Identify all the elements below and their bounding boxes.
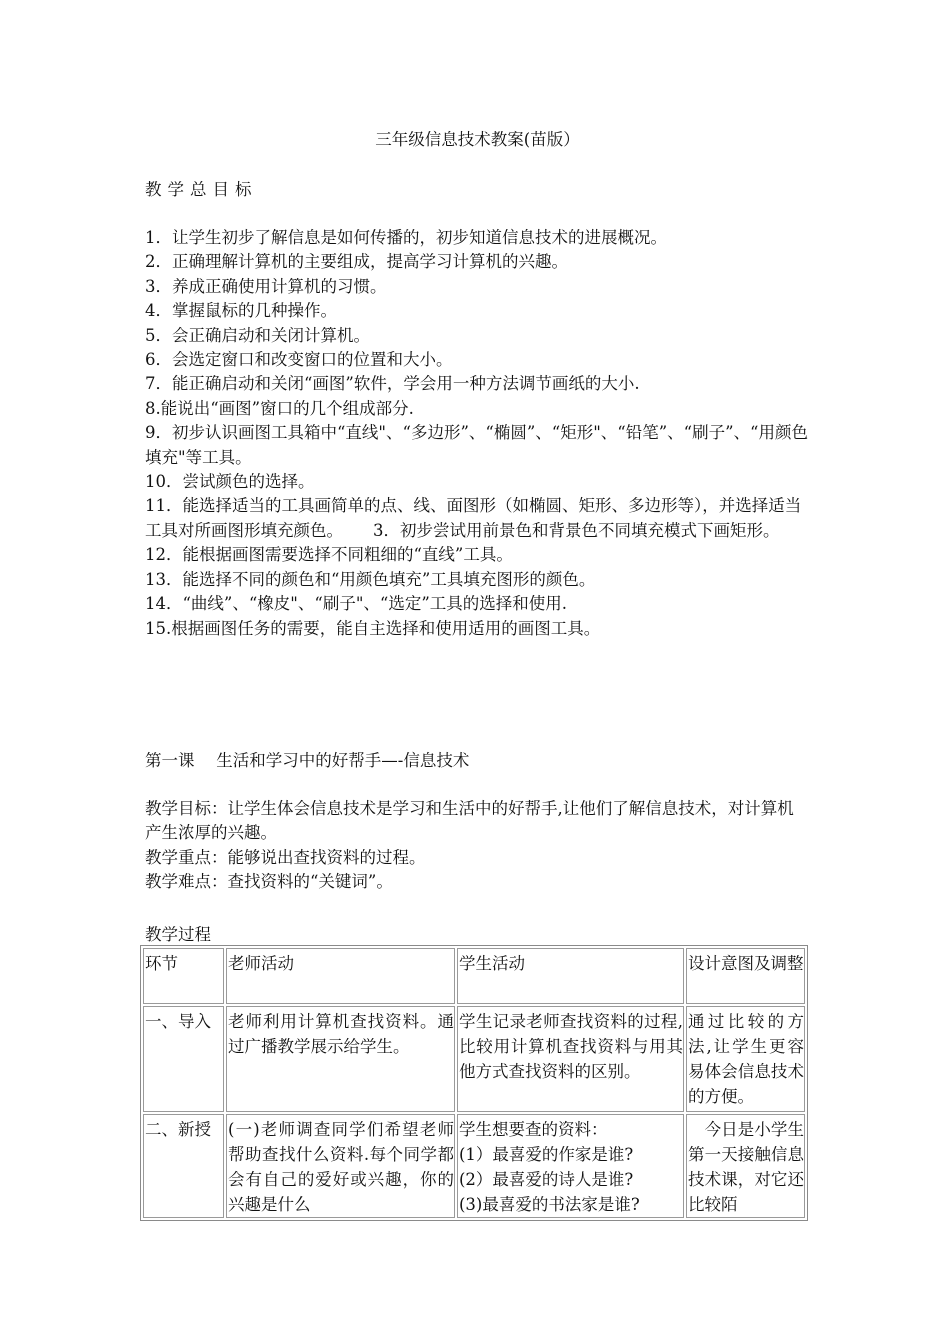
goal-item: 10．尝试颜色的选择。 xyxy=(145,472,315,492)
table-cell: 今日是小学生第一天接触信息技术课，对它还比较陌 xyxy=(688,1120,804,1214)
teaching-key-point: 教学重点：能够说出查找资料的过程。 xyxy=(145,847,426,867)
table-cell: 老师利用计算机查找资料。通过广播教学展示给学生。 xyxy=(226,1006,455,1112)
teaching-objective: 教学目标：让学生体会信息技术是学习和生活中的好帮手,让他们了解信息技术，对计算机产生浓厚的兴趣。 xyxy=(145,799,794,843)
lesson-objectives xyxy=(145,797,810,895)
teaching-process-table xyxy=(140,945,808,1221)
table-cell-wrap xyxy=(686,1114,805,1218)
lesson-title: 第一课 生活和学习中的好帮手—-信息技术 xyxy=(145,751,470,770)
goal-item: 12．能根据画图需要选择不同粗细的“直线”工具。 xyxy=(145,545,513,565)
table-cell: 通过比较的方法,让学生更容易体会信息技术的方便。 xyxy=(686,1006,805,1112)
table-cell-wrap xyxy=(457,1114,684,1218)
table-cell: (一)老师调查同学们希望老师帮助查找什么资料.每个同学都会有自己的爱好或兴趣，你的兴趣是什么 xyxy=(228,1120,454,1214)
table-cell: 学生想要查的资料： (1）最喜爱的作家是谁? (2）最喜爱的诗人是谁? (3)最喜爱的书法家是谁? xyxy=(459,1120,640,1214)
table-cell-wrap xyxy=(143,1114,224,1218)
table-cell: 学生记录老师查找资料的过程,比较用计算机查找资料与用其他方式查找资料的区别。 xyxy=(457,1006,684,1112)
table-header-cell: 环节 xyxy=(143,948,224,1004)
process-label: 教学过程 xyxy=(145,925,211,944)
goal-item: 7．能正确启动和关闭“画图”软件，学会用一种方法调节画纸的大小. xyxy=(145,374,640,394)
table-header-cell: 设计意图及调整 xyxy=(686,948,805,1004)
table-header-cell: 学生活动 xyxy=(457,948,684,1004)
goal-item: 1．让学生初步了解信息是如何传播的，初步知道信息技术的进展概况。 xyxy=(145,228,667,247)
table-cell: 一、导入 xyxy=(143,1006,224,1112)
table-row xyxy=(143,1114,805,1218)
goal-item: 13．能选择不同的颜色和“用颜色填充”工具填充图形的颜色。 xyxy=(145,569,596,589)
goal-heading: 教学总目标 xyxy=(145,180,258,199)
goal-item: 6．会选定窗口和改变窗口的位置和大小。 xyxy=(145,350,453,370)
goal-item: 3．养成正确使用计算机的习惯。 xyxy=(145,276,387,296)
table-cell-wrap xyxy=(226,1114,455,1218)
goal-list xyxy=(145,226,810,641)
goal-item: 15.根据画图任务的需要，能自主选择和使用适用的画图工具。 xyxy=(145,618,601,638)
teaching-difficulty: 教学难点：查找资料的“关键词”。 xyxy=(145,872,393,892)
goal-item: 11．能选择适当的工具画简单的点、线、面图形（如椭圆、矩形、多边形等），并选择适当工具对所画图形填充颜色。 3．初步尝试用前景色和背景色不同填充模式下画矩形。 xyxy=(145,496,802,540)
document-title: 三年级信息技术教案(苗版） xyxy=(375,130,580,149)
goal-item: 9．初步认识画图工具箱中“直线"、“多边形”、“椭圆”、“矩形"、“铅笔”、“刷子”、“用颜色填充"等工具。 xyxy=(145,423,808,467)
table-header-cell: 老师活动 xyxy=(226,948,455,1004)
goal-item: 14．“曲线”、“橡皮"、“刷子"、“选定”工具的选择和使用. xyxy=(145,594,568,614)
table-row xyxy=(143,1006,805,1112)
goal-item: 4．掌握鼠标的几种操作。 xyxy=(145,301,337,321)
table-cell: 二、新授 xyxy=(145,1120,211,1139)
goal-item: 5．会正确启动和关闭计算机。 xyxy=(145,325,370,345)
table-header-row xyxy=(143,948,805,1004)
goal-item: 8.能说出“画图”窗口的几个组成部分. xyxy=(145,398,414,418)
goal-item: 2．正确理解计算机的主要组成，提高学习计算机的兴趣。 xyxy=(145,252,568,272)
